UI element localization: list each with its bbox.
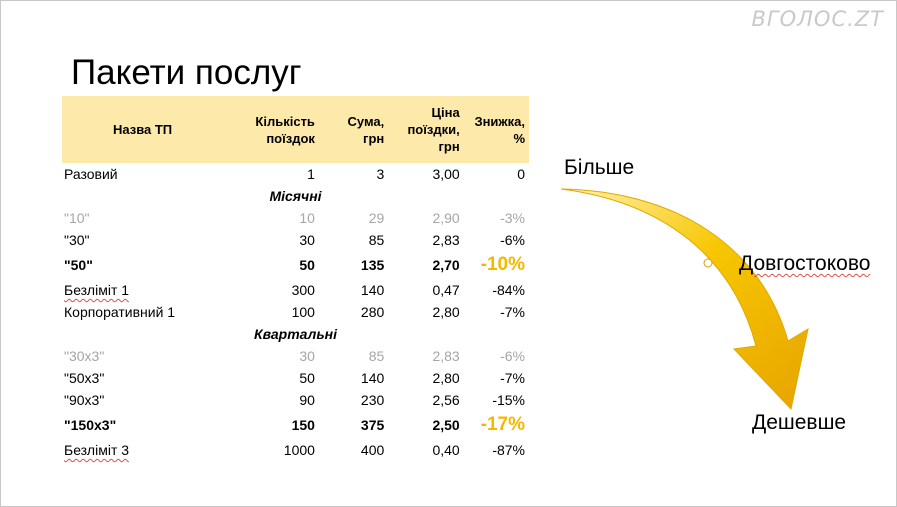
table-row: [62, 345, 529, 367]
cell-sum: 280: [360, 304, 385, 320]
cell-discount: [464, 251, 529, 279]
cell-name-text: Безліміт 1: [64, 282, 130, 298]
cell-trips: 90: [299, 392, 315, 408]
cell-discount: -7%: [500, 304, 525, 320]
header-cell: Кількість поїздок: [223, 96, 319, 163]
cell-discount: -6%: [500, 348, 525, 364]
cell-trips: 50: [299, 370, 315, 386]
header-cell: Знижка, %: [464, 96, 529, 163]
cell-discount: [464, 411, 529, 439]
cell-name: "150х3": [64, 417, 117, 433]
cell-name: [62, 279, 223, 301]
table-section-row: [62, 323, 529, 345]
cell-sum: 140: [360, 282, 385, 298]
table-row: [62, 251, 529, 279]
cell-discount: -84%: [492, 282, 525, 298]
table-row: [62, 439, 529, 461]
cell-name: "10": [64, 210, 90, 226]
table-row: [62, 279, 529, 301]
cell-name: "30": [64, 232, 90, 248]
cell-name-text: Безліміт 3: [64, 442, 130, 458]
section-label: Місячні: [269, 188, 322, 204]
table-row: [62, 411, 529, 439]
cell-price: 0,47: [432, 282, 460, 298]
cell-sum: 85: [368, 348, 385, 364]
cell-price: 0,40: [432, 442, 460, 458]
cell-trips: 1000: [283, 442, 315, 458]
discount-highlight: -10%: [480, 254, 525, 275]
table-section-row: [62, 185, 529, 207]
cell-sum: 375: [360, 417, 385, 433]
cell-price: 2,56: [432, 392, 460, 408]
cell-trips: 150: [291, 417, 315, 433]
section-label: Квартальні: [254, 326, 337, 342]
table-body: [62, 163, 529, 461]
cell-discount: -3%: [500, 210, 525, 226]
cell-discount: -87%: [492, 442, 525, 458]
slide-title: Пакети послуг: [71, 53, 302, 92]
cell-discount: -6%: [500, 232, 525, 248]
cell-trips: 10: [299, 210, 315, 226]
cell-trips: 30: [299, 348, 315, 364]
watermark-logo: ВГОЛОС.ZT: [751, 7, 884, 31]
cell-price: 2,80: [432, 370, 460, 386]
cell-price: 2,50: [432, 417, 460, 433]
cell-price: 2,83: [432, 232, 460, 248]
cell-price: 2,83: [432, 348, 460, 364]
cell-price: 3,00: [432, 166, 460, 182]
tariff-table: [62, 96, 529, 461]
cell-trips: 30: [299, 232, 315, 248]
cell-discount: -15%: [492, 392, 525, 408]
header-cell: Ціна поїздки, грн: [388, 96, 463, 163]
cell-sum: 135: [360, 257, 385, 273]
cell-name: "50": [64, 257, 93, 273]
cell-name: "50х3": [64, 370, 105, 386]
cell-price: 2,80: [432, 304, 460, 320]
table-header-row: [62, 96, 529, 163]
cell-sum: 230: [360, 392, 385, 408]
cell-price: 2,70: [432, 257, 460, 273]
cell-sum: 3: [376, 166, 385, 182]
table-row: [62, 389, 529, 411]
cell-discount: -7%: [500, 370, 525, 386]
label-longer-text: Довгостоково: [739, 252, 871, 275]
cell-price: 2,90: [432, 210, 460, 226]
cell-discount: 0: [517, 166, 525, 182]
table-row: [62, 229, 529, 251]
curved-arrow-icon: [556, 181, 826, 421]
cell-trips: 50: [299, 257, 315, 273]
cell-name: "90х3": [64, 392, 105, 408]
cell-sum: 140: [360, 370, 385, 386]
header-cell: Сума, грн: [319, 96, 388, 163]
header-cell: Назва ТП: [62, 96, 223, 163]
cell-name: Разовий: [64, 166, 118, 182]
cell-sum: 85: [368, 232, 385, 248]
cell-name: Корпоративний 1: [64, 304, 176, 320]
cell-sum: 29: [368, 210, 385, 226]
label-more: Більше: [564, 156, 635, 179]
cell-sum: 400: [360, 442, 385, 458]
table-row: [62, 367, 529, 389]
table-row: [62, 207, 529, 229]
cell-trips: 100: [291, 304, 315, 320]
table-row: [62, 163, 529, 185]
cell-name: "30х3": [64, 348, 105, 364]
label-longer: [739, 252, 870, 276]
table-row: [62, 301, 529, 323]
cell-trips: 300: [291, 282, 315, 298]
cell-name: [62, 439, 223, 461]
discount-highlight: -17%: [480, 414, 525, 435]
label-cheaper: Дешевше: [752, 411, 847, 434]
cell-trips: 1: [307, 166, 315, 182]
